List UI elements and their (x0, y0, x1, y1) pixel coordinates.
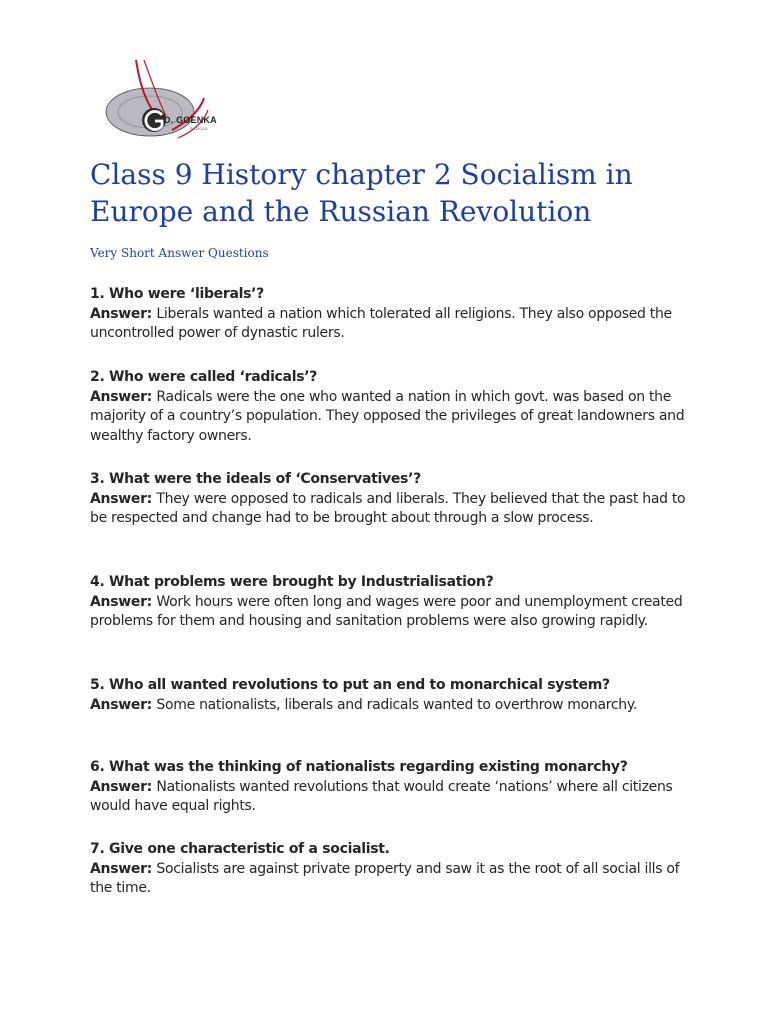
answer-text: Some nationalists, liberals and radicals wanted to overthrow monarchy. (156, 696, 637, 713)
qa-item (90, 573, 690, 632)
section-subtitle: Very Short Answer Questions (90, 246, 269, 260)
question: 7. Give one characteristic of a socialist. (90, 841, 390, 857)
answer-label: Answer: (90, 305, 152, 322)
answer-text: Liberals wanted a nation which tolerated all religions. They also opposed the uncontrolled power of dynastic rulers. (90, 305, 672, 341)
logo-name: D. GOENKA (164, 115, 217, 125)
answer-label: Answer: (90, 490, 152, 507)
answer-label: Answer: (90, 778, 152, 795)
question: 3. What were the ideals of ‘Conservatives’? (90, 471, 421, 487)
qa-item (90, 676, 690, 715)
qa-item (90, 470, 690, 529)
qa-item (90, 285, 690, 344)
qa-item (90, 368, 690, 446)
answer-text: Socialists are against private property and saw it as the root of all social ills of the time. (90, 860, 680, 896)
answer-text: Work hours were often long and wages were poor and unemployment created problems for them and housing and sanitation problems were also growing rapidly. (90, 593, 683, 629)
school-logo (100, 60, 230, 150)
page-title: Class 9 History chapter 2 Socialism in Europe and the Russian Revolution (90, 158, 633, 228)
answer-label: Answer: (90, 388, 152, 405)
qa-item (90, 758, 690, 817)
answer-label: Answer: (90, 860, 152, 877)
logo-tagline: SCHOOL (190, 126, 209, 131)
school-logo-emblem (100, 60, 230, 150)
answer-label: Answer: (90, 593, 152, 610)
question: 2. Who were called ‘radicals’? (90, 369, 318, 385)
question: 4. What problems were brought by Industrialisation? (90, 574, 494, 590)
answer-text: Radicals were the one who wanted a nation in which govt. was based on the majority of a country’s population. They opposed the privileges of great landowners and wealthy factory owners. (90, 388, 685, 444)
answer-text: They were opposed to radicals and liberals. They believed that the past had to be respected and change had to be brought about through a slow process. (90, 490, 686, 526)
answer-label: Answer: (90, 696, 152, 713)
question: 5. Who all wanted revolutions to put an end to monarchical system? (90, 677, 610, 693)
question: 6. What was the thinking of nationalists regarding existing monarchy? (90, 759, 628, 775)
qa-item (90, 840, 690, 899)
question: 1. Who were ‘liberals’? (90, 286, 264, 302)
answer-text: Nationalists wanted revolutions that would create ‘nations’ where all citizens would have equal rights. (90, 778, 673, 814)
